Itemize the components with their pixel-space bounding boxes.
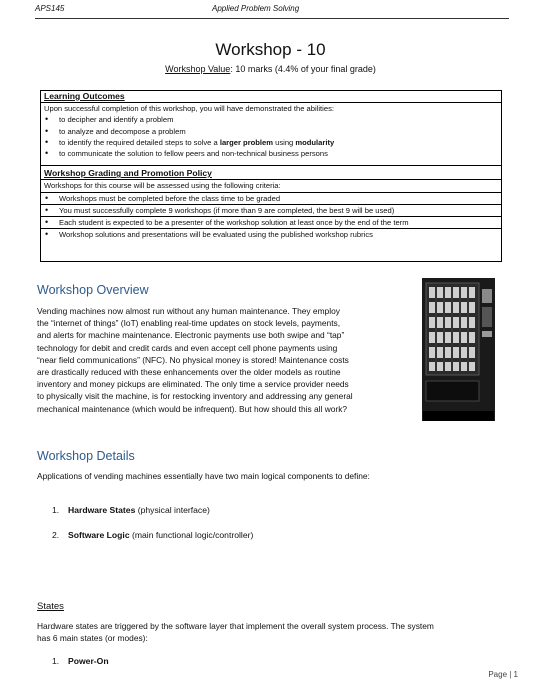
learning-outcomes-title: Learning Outcomes <box>44 91 125 101</box>
states-heading: States <box>37 601 64 612</box>
course-code: APS145 <box>35 4 65 13</box>
outcome-item: • to analyze and decompose a problem <box>41 126 501 137</box>
workshop-value <box>0 64 541 74</box>
outcomes-policy-box <box>40 90 502 262</box>
page-number: Page | 1 <box>488 670 518 679</box>
overview-paragraph: Vending machines now almost run without any human maintenance. They employ the “internet of things” (IoT) enabling real-time updates on stock levels, payments, and alerts for machine maintenance. Electronic payments use both swipe and “tap” technology for debit and credit cards and even accept cell phone payments using “near field communications” (NFC). No physical money is stored! Maintenance costs are drastically reduced with these enhancements over the older models as routine inventory and money pickups are eliminated. The only time a service provider needs to physically visit the machine, is for restocking inventory and addressing any general mechanical maintenance (which would be infrequent). But how should this all work? <box>37 306 353 414</box>
states-list-item: 1. Power-On <box>52 656 109 666</box>
grading-item: • Workshop solutions and presentations will be evaluated using the published workshop rubrics <box>41 228 501 240</box>
details-list-item: 2. Software Logic (main functional logic/controller) <box>52 530 254 540</box>
learning-outcomes-intro: Upon successful completion of this workshop, you will have demonstrated the abilities: <box>44 104 334 114</box>
states-paragraph: Hardware states are triggered by the software layer that implement the overall system process. The system has 6 main states (or modes): <box>37 621 434 644</box>
workshop-value-text: : 10 marks (4.4% of your final grade) <box>230 64 376 74</box>
grading-policy-title: Workshop Grading and Promotion Policy <box>44 168 212 179</box>
course-title: Applied Problem Solving <box>212 4 300 13</box>
grading-item: • Workshops must be completed before the class time to be graded <box>41 192 501 204</box>
workshop-value-label: Workshop Value <box>165 64 231 74</box>
details-heading: Workshop Details <box>37 449 135 463</box>
details-intro: Applications of vending machines essentially have two main logical components to define: <box>37 471 370 481</box>
vending-machine-image <box>421 277 496 422</box>
outcome-item: • to decipher and identify a problem <box>41 114 501 125</box>
overview-heading: Workshop Overview <box>37 283 149 297</box>
grading-item: • Each student is expected to be a presenter of the workshop solution at least once by the end of the term <box>41 216 501 228</box>
page-header <box>35 4 509 19</box>
outcome-item: • to identify the required detailed steps to solve a larger problem using modularity <box>41 137 501 148</box>
outcome-item: • to communicate the solution to fellow peers and non-technical business persons <box>41 148 501 159</box>
page-title: Workshop - 10 <box>215 40 326 59</box>
grading-item: • You must successfully complete 9 workshops (if more than 9 are completed, the best 9 will be used) <box>41 204 501 216</box>
details-list-item: 1. Hardware States (physical interface) <box>52 505 210 515</box>
grading-intro: Workshops for this course will be assessed using the following criteria: <box>44 181 281 191</box>
